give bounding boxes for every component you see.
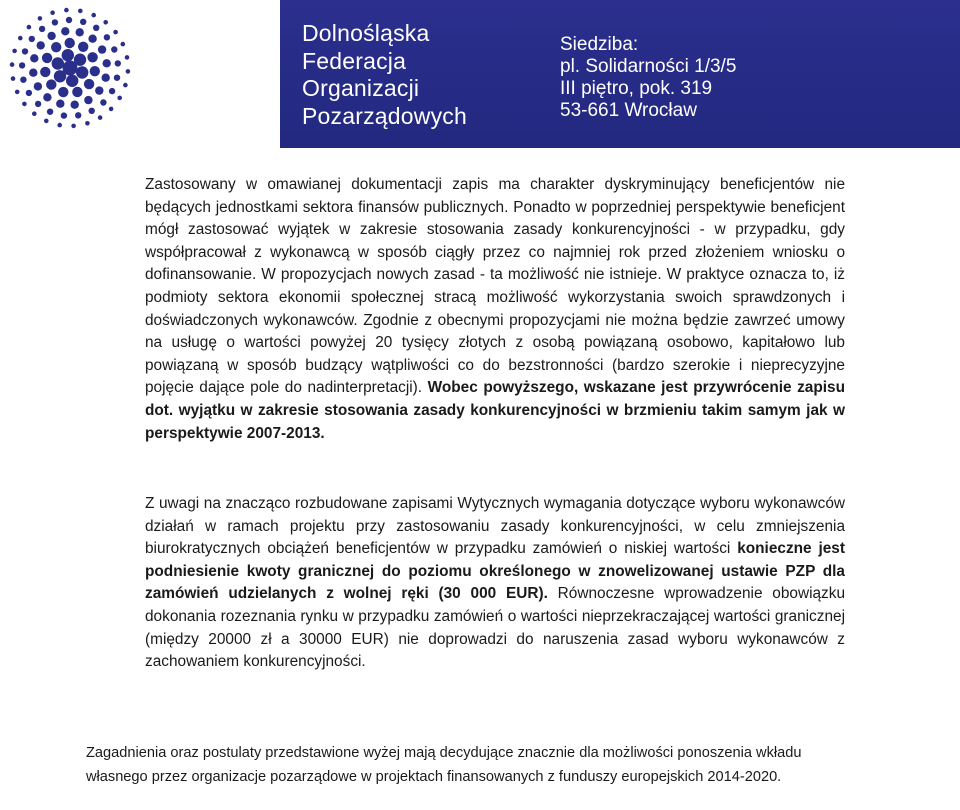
logo-dot [72,87,82,97]
logo-dot [11,76,16,81]
header-banner [0,0,960,148]
logo-dot [50,10,55,15]
logo-dot [117,96,122,101]
address-line: Siedziba: [560,34,639,55]
organization-name [302,20,467,130]
logo-dot [111,46,117,52]
logo-dot [71,124,76,129]
logo-dot [46,79,56,89]
logo-dot [64,8,69,13]
logo-dot [57,123,62,128]
logo-dot [80,19,86,25]
logo-dot [91,13,96,18]
logo-dot [109,88,115,94]
logo-dot [12,49,17,54]
logo-dot [115,60,121,66]
logo-dot [100,99,106,105]
logo-dot [47,109,53,115]
logo-dot [126,69,131,74]
logo-dot [22,48,28,54]
logo-dot [104,34,110,40]
logo-dot [29,36,35,42]
org-name-line: Pozarządowych [302,102,467,129]
org-name-line: Federacja [302,47,407,74]
logo-dot [78,42,88,52]
logo-dot [42,53,52,63]
logo-dot [58,87,68,97]
logo-dot [114,75,120,81]
logo-dot [20,77,26,83]
logo-dot [52,19,58,25]
federation-logo-dots [0,0,296,148]
logo-dot [109,107,114,112]
logo-dot [22,102,27,107]
paragraph-2-text-end: Równoczesne wprowadzenie obowiązku dokonania rozeznania rynku w przypadku zamówień o wartości nieprzekraczającej wartości granicznej (między 20000 zł a 30000 EUR) nie doprowadzi do naruszenia zasad wyboru wykonawców z zachowaniem konkurencyjności. [145,585,846,671]
logo-dot [102,74,110,82]
logo-dot [66,17,72,23]
org-name-line: Dolnośląska [302,20,430,46]
paragraph-1-text: Zastosowany w omawianej dokumentacji zapis ma charakter dyskryminujący beneficjentów nie będących jednostkami sektora finansów publicznych. Ponadto w poprzedniej perspektywie beneficjent mógł zastosować wyjątek w zakresie stosowania zasady konkurencyjności - w przypadku, gdy współpracował z wykonawcą w sposób ciągły przez co najmniej rok przed złożeniem wniosku o dofinansowanie. W propozycjach nowych zasad - ta możliwość nie istnieje. W praktyce oznacza to, iż podmioty sektora ekonomii społecznej stracą możliwość wykorzystania swoich sprawdzonych i doświadczonych wykonawców. Zgodnie z obecnymi propozycjami nie można będzie zawrzeć umowy na usługę o wartości powyżej 20 tysięcy złotych z osobą powiązaną osobowo, kapitałowo lub powiązaną w sposób budzący wątpliwości co do bezstronności (bardzo szerokie i nieprecyzyjne pojęcie dające pole do nadinterpretacji). [145,176,845,397]
logo-dot [51,42,61,52]
logo-dot [27,25,32,30]
headquarters-address [560,34,736,122]
logo-dot [32,111,37,116]
logo-dot [43,93,51,101]
paragraph-summary: Zagadnienia oraz postulaty przedstawione wyżej mają decydujące znacznie dla możliwości ponoszenia wkładu własnego przez organizacje pozarządowe w projektach finansowanych z funduszy europejskich 2014-2020. [86,745,802,785]
logo-dot [88,35,96,43]
logo-dot [62,49,74,61]
logo-dot [90,66,100,76]
paragraph-2-bold-demand: konieczne jest podniesienie kwoty granicznej do poziomu określonego w znowelizowanej ustawie PZP dla zamówień udzielanych z wolnej ręki (30 000 EUR). [145,540,845,603]
logo-dot [78,9,83,14]
logo-dot [29,69,37,77]
logo-dot [52,57,64,69]
paragraph-discrimination [145,174,845,445]
logo-dot [61,112,67,118]
paragraph-1-bold-conclusion: Wobec powyższego, wskazane jest przywrócenie zapisu dot. wyjątku w zakresie stosowania zasady konkurencyjności w brzmieniu takim samym jak w perspektywie 2007-2013. [145,379,845,442]
paragraph-threshold [145,493,845,674]
logo-dot [71,101,79,109]
logo-dot [76,66,88,78]
logo-dot [65,38,75,48]
logo-dot [26,90,32,96]
logo-dot [38,16,43,21]
logo-dot [84,79,94,89]
logo-dot [15,90,20,95]
logo-dot [85,121,90,126]
logo-dot [93,25,99,31]
logo-dot [30,54,38,62]
logo-dot [84,96,92,104]
logo-dot [19,62,25,68]
logo-dot [123,83,128,88]
logo-dot [98,115,103,120]
logo-dot [76,28,84,36]
logo-dot [74,54,86,66]
logo-dot [10,62,15,67]
logo-dot [121,42,126,47]
logo-dot [37,41,45,49]
org-name-line: Organizacji [302,75,420,101]
logo-dot [125,55,130,60]
logo-dot [103,59,111,67]
logo-dot [89,108,95,114]
logo-dot [66,75,78,87]
logo-dot [113,30,118,35]
logo-dot [47,32,55,40]
paragraph-2-text-start: Z uwagi na znacząco rozbudowane zapisami Wytycznych wymagania dotyczące wyboru wykonawców działań w ramach projektu przy zastosowaniu zasady konkurencyjności, w celu zmniejszenia biurokratycznych obciążeń beneficjentów w przypadku zamówień o niskiej wartości [145,495,845,558]
logo-dot [35,101,41,107]
logo-dot [98,45,106,53]
logo-dot [95,86,103,94]
logo-dot [75,112,81,118]
logo-dot [40,67,50,77]
logo-dot [61,27,69,35]
logo-dot [34,82,42,90]
logo-dot [54,70,66,82]
logo-dot [87,52,97,62]
logo-dot [18,36,23,41]
logo-dot [103,20,108,25]
address-line: pl. Solidarności 1/3/5 [560,56,737,77]
address-line: 53-661 Wrocław [560,100,697,121]
address-line: III piętro, pok. 319 [560,78,713,99]
logo-dot [56,100,64,108]
logo-dot [44,119,49,124]
logo-dot [39,26,45,32]
